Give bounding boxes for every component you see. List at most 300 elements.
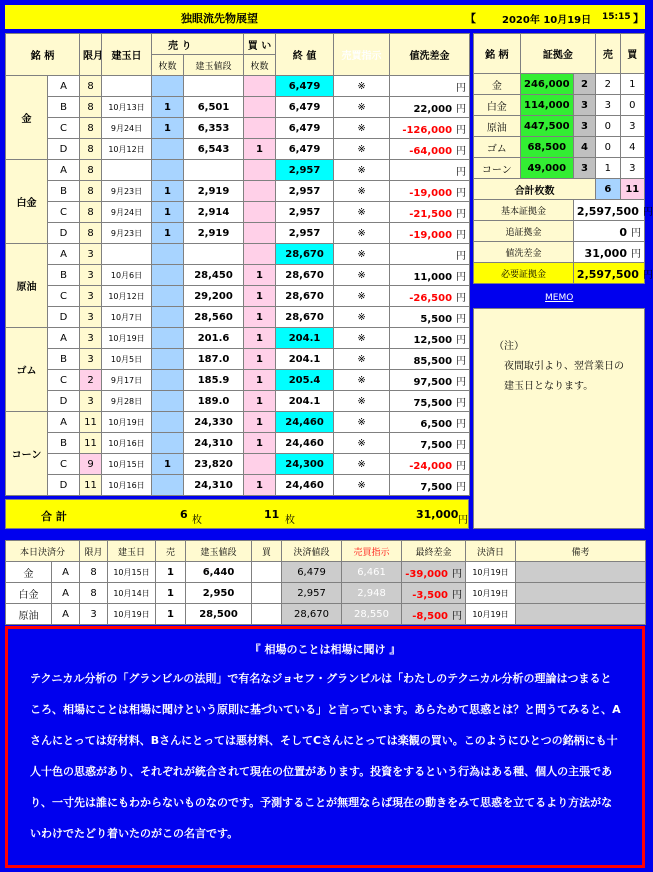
group-name: コーン [6, 412, 48, 496]
row-tate-date: 10月19日 [102, 412, 152, 433]
margin-row-value: 68,500 [520, 137, 573, 158]
row-diff-value: 6,500 [420, 418, 453, 430]
settle-row-key: A [52, 562, 80, 583]
row-sell-count [152, 139, 184, 160]
row-tate-date [102, 244, 152, 265]
settle-row-tate-date: 10月19日 [108, 604, 156, 625]
margin-summary-label: 必要証拠金 [474, 263, 574, 284]
margin-row [474, 158, 645, 179]
totals-row [5, 499, 469, 529]
row-key: D [48, 139, 80, 160]
row-price: 201.6 [184, 328, 244, 349]
row-buy-count [244, 118, 276, 139]
settle-row-tate-date: 10月15日 [108, 562, 156, 583]
row-key: C [48, 454, 80, 475]
col-price: 建玉値段 [184, 55, 244, 76]
row-close: 28,670 [276, 286, 334, 307]
margin-summary-yen: 円 [642, 269, 653, 281]
settle-row-buy [252, 562, 282, 583]
row-buy-count [244, 181, 276, 202]
margin-summary-row [474, 200, 645, 221]
row-signal: ※ [334, 202, 390, 223]
row-month: 3 [80, 265, 102, 286]
row-month: 3 [80, 349, 102, 370]
row-close: 28,670 [276, 307, 334, 328]
margin-summary-value: 31,000 [584, 246, 627, 260]
margin-table [473, 33, 653, 284]
row-diff [390, 160, 470, 181]
row-sell-count: 1 [152, 118, 184, 139]
settle-row-price: 2,950 [186, 583, 252, 604]
margin-summary-row [474, 242, 645, 263]
settlement-table [5, 540, 646, 625]
row-price: 187.0 [184, 349, 244, 370]
settle-row-settle-price: 2,957 [282, 583, 342, 604]
header-date: 2020年 10月19日 [502, 15, 592, 26]
settle-row-final-diff [402, 604, 466, 625]
settle-row-final-diff-yen: 円 [452, 610, 463, 622]
row-diff-value: -19,000 [409, 229, 453, 241]
row-signal: ※ [334, 454, 390, 475]
row-diff [390, 391, 470, 412]
row-signal: ※ [334, 244, 390, 265]
row-close: 24,460 [276, 475, 334, 496]
row-price: 24,330 [184, 412, 244, 433]
position-row [6, 265, 470, 286]
margin-summary-value: 2,597,500 [576, 267, 639, 281]
margin-header-row [474, 34, 645, 74]
row-sell-count [152, 265, 184, 286]
row-month: 3 [80, 286, 102, 307]
row-sell-count: 1 [152, 454, 184, 475]
settle-col-final-diff: 最終差金 [402, 541, 466, 562]
settle-row-price: 6,440 [186, 562, 252, 583]
row-diff [390, 433, 470, 454]
row-signal: ※ [334, 223, 390, 244]
position-row [6, 76, 470, 97]
row-month: 8 [80, 223, 102, 244]
row-month: 8 [80, 76, 102, 97]
row-diff [390, 181, 470, 202]
margin-total-label: 合計枚数 [474, 179, 596, 200]
row-key: C [48, 370, 80, 391]
margin-row-sell: 2 [596, 74, 620, 95]
row-diff-value: 11,000 [413, 271, 453, 283]
totals-sell-unit: 枚 [192, 515, 202, 526]
row-diff-value: 97,500 [413, 376, 453, 388]
row-price: 6,501 [184, 97, 244, 118]
settle-row-buy [252, 604, 282, 625]
row-diff-value: -26,500 [409, 292, 453, 304]
row-month: 11 [80, 475, 102, 496]
row-price: 24,310 [184, 475, 244, 496]
settle-row-month: 8 [80, 583, 108, 604]
row-tate-date: 9月24日 [102, 118, 152, 139]
col-diff: 値洗差金 [390, 34, 470, 76]
margin-total-sell: 6 [596, 179, 620, 200]
margin-summary-yen: 円 [642, 206, 653, 218]
position-row [6, 223, 470, 244]
margin-row [474, 137, 645, 158]
margin-row [474, 74, 645, 95]
row-diff [390, 97, 470, 118]
row-diff-value: 22,000 [413, 103, 453, 115]
row-diff [390, 475, 470, 496]
row-key: D [48, 223, 80, 244]
settle-row-sell: 1 [156, 583, 186, 604]
margin-total-buy: 11 [620, 179, 644, 200]
row-buy-count: 1 [244, 433, 276, 454]
row-key: A [48, 412, 80, 433]
row-price: 2,914 [184, 202, 244, 223]
col-month: 限月 [80, 34, 102, 76]
row-diff-yen: 円 [456, 229, 467, 241]
margin-row [474, 95, 645, 116]
margin-row-qty: 3 [573, 116, 595, 137]
settle-row-key: A [52, 583, 80, 604]
settle-row-note [516, 583, 646, 604]
settle-row-sell: 1 [156, 562, 186, 583]
row-close: 204.1 [276, 328, 334, 349]
memo-line-1: （注） [494, 341, 524, 352]
margin-col-brand: 銘 柄 [474, 34, 521, 74]
row-key: D [48, 475, 80, 496]
row-price: 6,543 [184, 139, 244, 160]
row-sell-count [152, 328, 184, 349]
bracket-open: 【 [465, 12, 476, 25]
margin-row-buy: 4 [620, 137, 644, 158]
row-diff [390, 139, 470, 160]
margin-row-qty: 3 [573, 95, 595, 116]
margin-row-buy: 3 [620, 158, 644, 179]
row-buy-count [244, 244, 276, 265]
row-signal: ※ [334, 328, 390, 349]
row-diff-value: -19,000 [409, 187, 453, 199]
row-close: 2,957 [276, 202, 334, 223]
row-close: 2,957 [276, 160, 334, 181]
row-tate-date: 10月12日 [102, 286, 152, 307]
row-sell-count [152, 244, 184, 265]
row-signal: ※ [334, 286, 390, 307]
group-name: 金 [6, 76, 48, 160]
row-sell-count: 1 [152, 202, 184, 223]
col-sell-group: 売 り [152, 34, 244, 55]
row-buy-count: 1 [244, 412, 276, 433]
row-month: 3 [80, 244, 102, 265]
row-sell-count [152, 475, 184, 496]
settle-row-settle-date: 10月19日 [466, 562, 516, 583]
row-month: 8 [80, 97, 102, 118]
row-diff-yen: 円 [456, 166, 467, 178]
row-diff-value: 7,500 [420, 439, 453, 451]
settle-row-sell: 1 [156, 604, 186, 625]
row-buy-count [244, 160, 276, 181]
totals-yen: 円 [458, 515, 468, 526]
settle-col-buy: 買 [252, 541, 282, 562]
margin-row-buy: 0 [620, 95, 644, 116]
settle-row-brand: 白金 [6, 583, 52, 604]
position-row [6, 475, 470, 496]
totals-buy: 11 [264, 508, 280, 521]
row-diff-value: 5,500 [420, 313, 453, 325]
row-diff-value: 75,500 [413, 397, 453, 409]
page-title: 独眼流先物展望 [181, 12, 258, 25]
row-sell-count [152, 349, 184, 370]
row-diff-yen: 円 [456, 271, 467, 283]
row-tate-date [102, 160, 152, 181]
margin-summary-yen: 円 [631, 248, 641, 260]
row-close: 24,300 [276, 454, 334, 475]
settle-row-month: 3 [80, 604, 108, 625]
row-tate-date: 10月6日 [102, 265, 152, 286]
margin-summary-value-cell [573, 200, 653, 221]
header-time: 15:15 [602, 12, 631, 22]
position-row [6, 181, 470, 202]
row-month: 2 [80, 370, 102, 391]
margin-row-value: 246,000 [520, 74, 573, 95]
row-diff-yen: 円 [456, 208, 467, 220]
margin-summary-row [474, 221, 645, 242]
row-close: 6,479 [276, 139, 334, 160]
settle-col-sell: 売 [156, 541, 186, 562]
row-diff-yen: 円 [456, 355, 467, 367]
totals-sell: 6 [180, 508, 188, 521]
row-diff-yen: 円 [456, 334, 467, 346]
row-key: C [48, 286, 80, 307]
settle-row-settle-date: 10月19日 [466, 583, 516, 604]
totals-buy-unit: 枚 [285, 515, 295, 526]
row-close: 28,670 [276, 265, 334, 286]
position-row [6, 412, 470, 433]
row-tate-date: 10月5日 [102, 349, 152, 370]
position-row [6, 349, 470, 370]
row-sell-count [152, 76, 184, 97]
row-price: 2,919 [184, 223, 244, 244]
memo-title: MEMO [545, 293, 574, 303]
row-tate-date [102, 76, 152, 97]
row-tate-date: 10月13日 [102, 97, 152, 118]
settle-row-brand: 原油 [6, 604, 52, 625]
row-key: B [48, 433, 80, 454]
settle-row-final-diff-value: -8,500 [412, 610, 449, 622]
row-tate-date: 9月23日 [102, 223, 152, 244]
row-sell-count [152, 307, 184, 328]
row-signal: ※ [334, 181, 390, 202]
row-price [184, 160, 244, 181]
row-close: 24,460 [276, 433, 334, 454]
settle-row-buy [252, 583, 282, 604]
row-close: 2,957 [276, 181, 334, 202]
row-sell-count [152, 391, 184, 412]
margin-row-buy: 1 [620, 74, 644, 95]
margin-summary-value-cell [573, 263, 653, 284]
row-buy-count: 1 [244, 328, 276, 349]
settle-row-settle-date: 10月19日 [466, 604, 516, 625]
row-sell-count: 1 [152, 223, 184, 244]
margin-row-sell: 3 [596, 95, 620, 116]
row-key: B [48, 349, 80, 370]
row-buy-count: 1 [244, 370, 276, 391]
row-diff-yen: 円 [456, 103, 467, 115]
row-signal: ※ [334, 139, 390, 160]
settle-row-final-diff-yen: 円 [452, 589, 463, 601]
margin-summary-row [474, 263, 645, 284]
position-row [6, 97, 470, 118]
position-row [6, 370, 470, 391]
row-key: A [48, 76, 80, 97]
row-tate-date: 10月16日 [102, 475, 152, 496]
position-row [6, 118, 470, 139]
row-buy-count [244, 454, 276, 475]
margin-col-buy: 買 [620, 34, 644, 74]
row-buy-count: 1 [244, 139, 276, 160]
margin-row-value: 114,000 [520, 95, 573, 116]
row-sell-count [152, 370, 184, 391]
col-buy-count: 枚数 [244, 55, 276, 76]
row-buy-count [244, 223, 276, 244]
row-month: 3 [80, 328, 102, 349]
positions-table [5, 33, 470, 496]
settle-col-title: 本日決済分 [6, 541, 80, 562]
title-bar [5, 5, 645, 29]
row-price: 2,919 [184, 181, 244, 202]
row-price: 28,450 [184, 265, 244, 286]
row-month: 8 [80, 202, 102, 223]
row-diff [390, 202, 470, 223]
row-key: C [48, 202, 80, 223]
margin-summary-value: 2,597,500 [576, 204, 639, 218]
settle-row-brand: 金 [6, 562, 52, 583]
col-close: 終 値 [276, 34, 334, 76]
row-price: 29,200 [184, 286, 244, 307]
row-price [184, 76, 244, 97]
row-close: 204.1 [276, 391, 334, 412]
row-tate-date: 10月15日 [102, 454, 152, 475]
settle-row-signal: 2,948 [342, 583, 402, 604]
row-price: 189.0 [184, 391, 244, 412]
row-key: C [48, 118, 80, 139]
margin-summary-label: 値洗差金 [474, 242, 574, 263]
row-tate-date: 10月12日 [102, 139, 152, 160]
row-month: 11 [80, 433, 102, 454]
settle-row-settle-price: 28,670 [282, 604, 342, 625]
row-tate-date: 10月7日 [102, 307, 152, 328]
row-close: 28,670 [276, 244, 334, 265]
settlement-row [6, 604, 646, 625]
row-tate-date: 9月17日 [102, 370, 152, 391]
row-diff-yen: 円 [456, 439, 467, 451]
row-tate-date: 10月19日 [102, 328, 152, 349]
article-title: 『 相場のことは相場に聞け 』 [249, 643, 401, 656]
settle-row-key: A [52, 604, 80, 625]
row-diff-yen: 円 [456, 397, 467, 409]
row-signal: ※ [334, 265, 390, 286]
row-signal: ※ [334, 97, 390, 118]
totals-label: 合 計 [41, 510, 67, 523]
settle-row-final-diff-value: -3,500 [412, 589, 449, 601]
row-price [184, 244, 244, 265]
row-key: B [48, 97, 80, 118]
row-month: 8 [80, 181, 102, 202]
row-key: A [48, 244, 80, 265]
row-signal: ※ [334, 118, 390, 139]
row-key: D [48, 307, 80, 328]
row-buy-count: 1 [244, 349, 276, 370]
row-diff [390, 265, 470, 286]
row-close: 6,479 [276, 76, 334, 97]
row-diff-yen: 円 [456, 82, 467, 94]
row-sell-count [152, 433, 184, 454]
row-tate-date: 10月16日 [102, 433, 152, 454]
row-diff [390, 244, 470, 265]
settle-col-price: 建玉値段 [186, 541, 252, 562]
row-signal: ※ [334, 433, 390, 454]
settle-row-signal: 6,461 [342, 562, 402, 583]
margin-row-sell: 0 [596, 116, 620, 137]
row-close: 2,957 [276, 223, 334, 244]
settle-col-settle-price: 決済値段 [282, 541, 342, 562]
row-key: D [48, 391, 80, 412]
row-diff-yen: 円 [456, 460, 467, 472]
row-diff-yen: 円 [456, 376, 467, 388]
row-diff [390, 118, 470, 139]
totals-diff: 31,000 [416, 508, 459, 521]
row-signal: ※ [334, 349, 390, 370]
settle-col-signal: 売買指示 [342, 541, 402, 562]
row-close: 6,479 [276, 118, 334, 139]
row-buy-count: 1 [244, 265, 276, 286]
row-buy-count [244, 97, 276, 118]
memo-line-3: 建玉日となります。 [504, 381, 594, 392]
row-buy-count: 1 [244, 475, 276, 496]
margin-col-margin: 証拠金 [520, 34, 596, 74]
margin-summary-label: 追証拠金 [474, 221, 574, 242]
row-sell-count [152, 412, 184, 433]
position-row [6, 160, 470, 181]
row-key: B [48, 181, 80, 202]
memo-line-2: 夜間取引より、翌営業日の [504, 361, 624, 372]
settlement-header-row [6, 541, 646, 562]
article-box [5, 626, 645, 868]
row-diff-value: -21,500 [409, 208, 453, 220]
row-diff-yen: 円 [456, 313, 467, 325]
margin-summary-value: 0 [619, 225, 627, 239]
margin-row [474, 116, 645, 137]
position-row [6, 454, 470, 475]
row-diff-value: 7,500 [420, 481, 453, 493]
position-row [6, 307, 470, 328]
position-row [6, 139, 470, 160]
margin-row-brand: 原油 [474, 116, 521, 137]
row-price: 28,560 [184, 307, 244, 328]
margin-row-value: 447,500 [520, 116, 573, 137]
settle-row-price: 28,500 [186, 604, 252, 625]
row-signal: ※ [334, 160, 390, 181]
row-diff-value: -24,000 [409, 460, 453, 472]
row-diff [390, 307, 470, 328]
settle-col-settle-date: 決済日 [466, 541, 516, 562]
row-diff-yen: 円 [456, 187, 467, 199]
row-buy-count: 1 [244, 307, 276, 328]
settle-row-final-diff [402, 562, 466, 583]
settle-col-month: 限月 [80, 541, 108, 562]
row-sell-count: 1 [152, 97, 184, 118]
settle-row-final-diff-yen: 円 [452, 568, 463, 580]
article-body: テクニカル分析の「グランビルの法則」で有名なジョセフ・グランビルは「わたしのテクニカル分析の理論はつまるところ、相場にことは相場に聞けという原則に基づいている」と言っています。あらためて思惑とは？と問うてみると、Aさんにとっては好材料、Bさんにとっては悪材料、そしてCさんにとっては楽観の買い。このようにひとつの銘柄にも十人十色の思惑があり、それぞれが統合されて現在の位置があります。投資をするという行為はある種、個人の主張であり、一寸先は誰にもわからないものなのです。予測することが無理ならば現在の動きをみて思惑を立てるより方法がないわけでたどり着いたのがこの名言です。 [30, 672, 621, 840]
row-tate-date: 9月24日 [102, 202, 152, 223]
row-key: A [48, 160, 80, 181]
row-diff-yen: 円 [456, 418, 467, 430]
